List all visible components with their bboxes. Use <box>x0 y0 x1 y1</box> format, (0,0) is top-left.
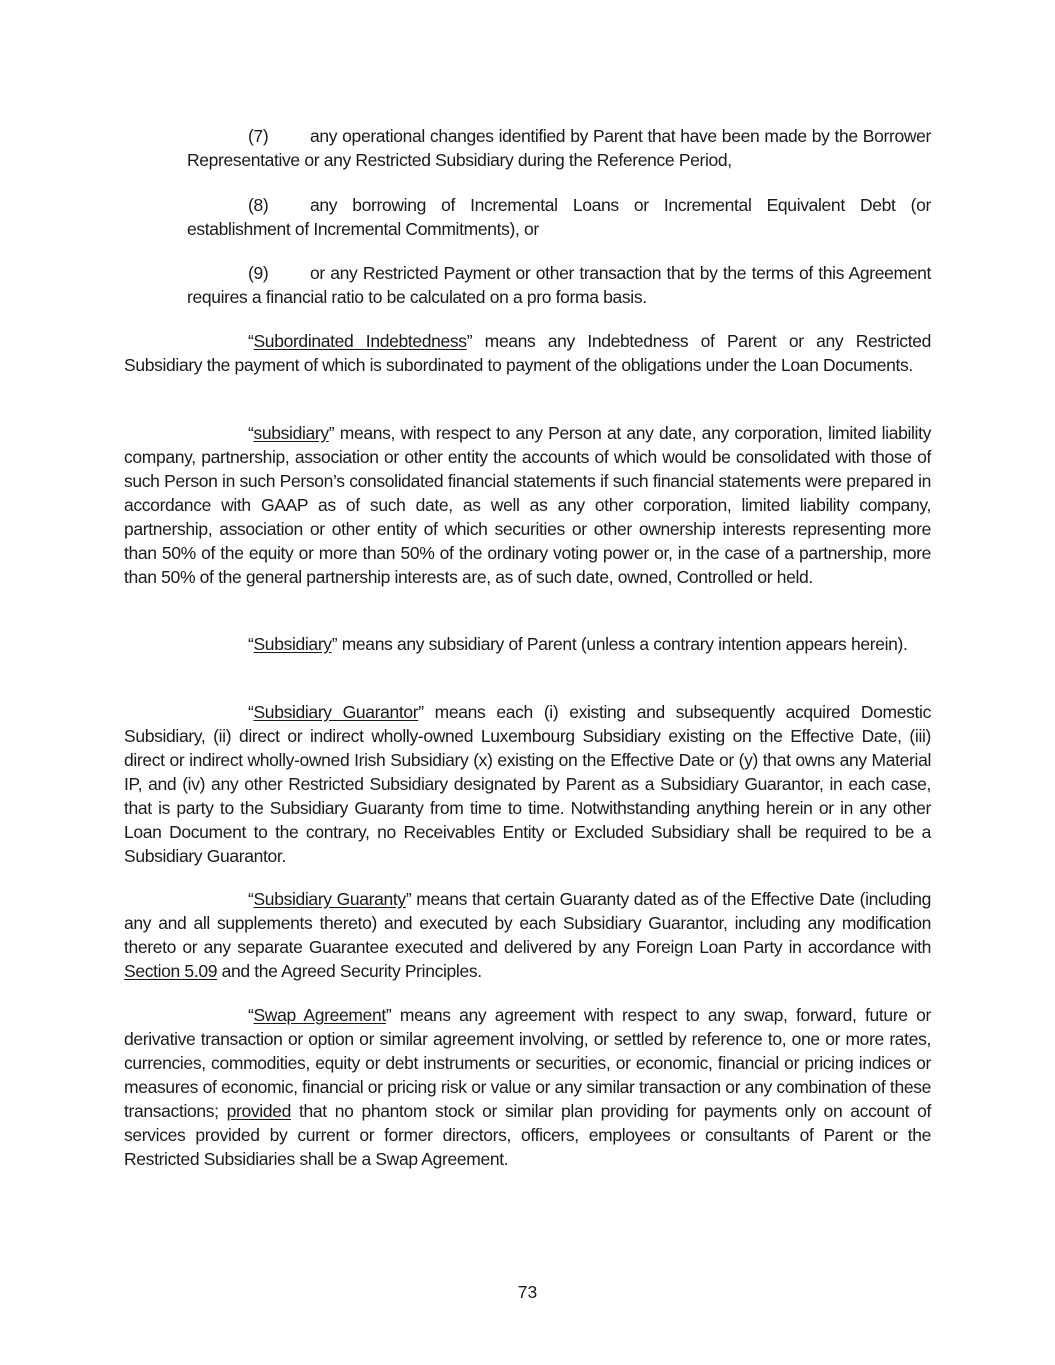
definition-text: means each (i) existing and subsequently acquired Domestic Subsidiary, (ii) direct or indirect wholly-owned Luxembourg Subsidiary existing on the Effective Date, (iii) direct or indirect wholly-owned Irish Subsidiary (x) existing on the Effective Date or (y) that owns any Material IP, and (iv) any other Restricted Subsidiary designated by Parent as a Subsidiary Guarantor, in each case, that is party to the Subsidiary Guaranty from time to time. Notwithstanding anything herein or in any other Loan Document to the contrary, no Receivables Entity or Excluded Subsidiary shall be required to be a Subsidiary Guarantor. <box>124 702 931 866</box>
defined-term: Subsidiary Guarantor <box>253 702 419 722</box>
item-text: or any Restricted Payment or other transaction that by the terms of this Agreement requires a financial ratio to be calculated on a pro forma basis. <box>187 263 931 307</box>
defined-term: Subsidiary <box>253 634 332 654</box>
section-reference: Section 5.09 <box>124 961 218 981</box>
defined-term: Subordinated Indebtedness <box>253 331 467 351</box>
item-number: (7) <box>248 126 269 146</box>
proviso-term: provided <box>226 1101 291 1121</box>
definition-subsidiary-lowercase: “subsidiary” means, with respect to any Person at any date, any corporation, limited liability company, partnership, association or other entity the accounts of which would be consolidated with those of such Person in such Person’s consolidated financial statements if such financial statements were prepared in accordance with GAAP as of such date, as well as any other corporation, limited liability company, partnership, association or other entity of which securities or other ownership interests representing more than 50% of the equity or more than 50% of the ordinary voting power or, in the case of a partnership, more than 50% of the general partnership interests are, as of such date, owned, Controlled or held. <box>124 423 931 587</box>
defined-term: Subsidiary Guaranty <box>253 889 406 909</box>
definition-subsidiary-guarantor: “Subsidiary Guarantor” means each (i) existing and subsequently acquired Domestic Subsidiary, (ii) direct or indirect wholly-owned Luxembourg Subsidiary existing on the Effective Date, (iii) direct or indirect wholly-owned Irish Subsidiary (x) existing on the Effective Date or (y) that owns any Material IP, and (iv) any other Restricted Subsidiary designated by Parent as a Subsidiary Guarantor, in each case, that is party to the Subsidiary Guaranty from time to time. Notwithstanding anything herein or in any other Loan Document to the contrary, no Receivables Entity or Excluded Subsidiary shall be required to be a Subsidiary Guarantor. <box>124 702 931 866</box>
page-number: 73 <box>517 1282 538 1302</box>
definition-subsidiary-guaranty: “Subsidiary Guaranty” means that certain Guaranty dated as of the Effective Date (including any and all supplements thereto) and executed by each Subsidiary Guarantor, including any modification thereto or any separate Guarantee executed and delivered by any Foreign Loan Party in accordance with Section 5.09 and the Agreed Security Principles. <box>124 889 931 981</box>
definition-subsidiary: “Subsidiary” means any subsidiary of Parent (unless a contrary intention appears herein). <box>248 634 908 654</box>
item-text: any operational changes identified by Parent that have been made by the Borrower Representative or any Restricted Subsidiary during the Reference Period, <box>187 126 931 170</box>
item-number: (9) <box>248 263 269 283</box>
defined-term: subsidiary <box>253 423 329 443</box>
list-item-7 <box>187 124 931 172</box>
definition-text: means any Indebtedness of Parent or any Restricted Subsidiary the payment of which is subordinated to payment of the obligations under the Loan Documents. <box>124 331 931 375</box>
list-item-8 <box>187 193 931 241</box>
definition-subordinated-indebtedness: “Subordinated Indebtedness” means any Indebtedness of Parent or any Restricted Subsidiary the payment of which is subordinated to payment of the obligations under the Loan Documents. <box>124 331 931 375</box>
defined-term: Swap Agreement <box>253 1005 386 1025</box>
definition-text: means any subsidiary of Parent (unless a contrary intention appears herein). <box>337 634 908 654</box>
definition-text: means, with respect to any Person at any date, any corporation, limited liability company, partnership, association or other entity the accounts of which would be consolidated with those of such Person in such Person’s consolidated financial statements if such financial statements were prepared in accordance with GAAP as of such date, as well as any other corporation, limited liability company, partnership, association or other entity of which securities or other ownership interests representing more than 50% of the equity or more than 50% of the ordinary voting power or, in the case of a partnership, more than 50% of the general partnership interests are, as of such date, owned, Controlled or held. <box>124 423 931 587</box>
item-text: any borrowing of Incremental Loans or Incremental Equivalent Debt (or establishment of Incremental Commitments), or <box>187 195 931 239</box>
item-number: (8) <box>248 195 269 215</box>
definition-swap-agreement: “Swap Agreement” means any agreement with respect to any swap, forward, future or derivative transaction or option or similar agreement involving, or settled by reference to, one or more rates, currencies, commodities, equity or debt instruments or securities, or economic, financial or pricing indices or measures of economic, financial or pricing risk or value or any similar transaction or any combination of these transactions; provided that no phantom stock or similar plan providing for payments only on account of services provided by current or former directors, officers, employees or consultants of Parent or the Restricted Subsidiaries shall be a Swap Agreement. <box>124 1005 931 1169</box>
list-item-9 <box>187 261 931 309</box>
